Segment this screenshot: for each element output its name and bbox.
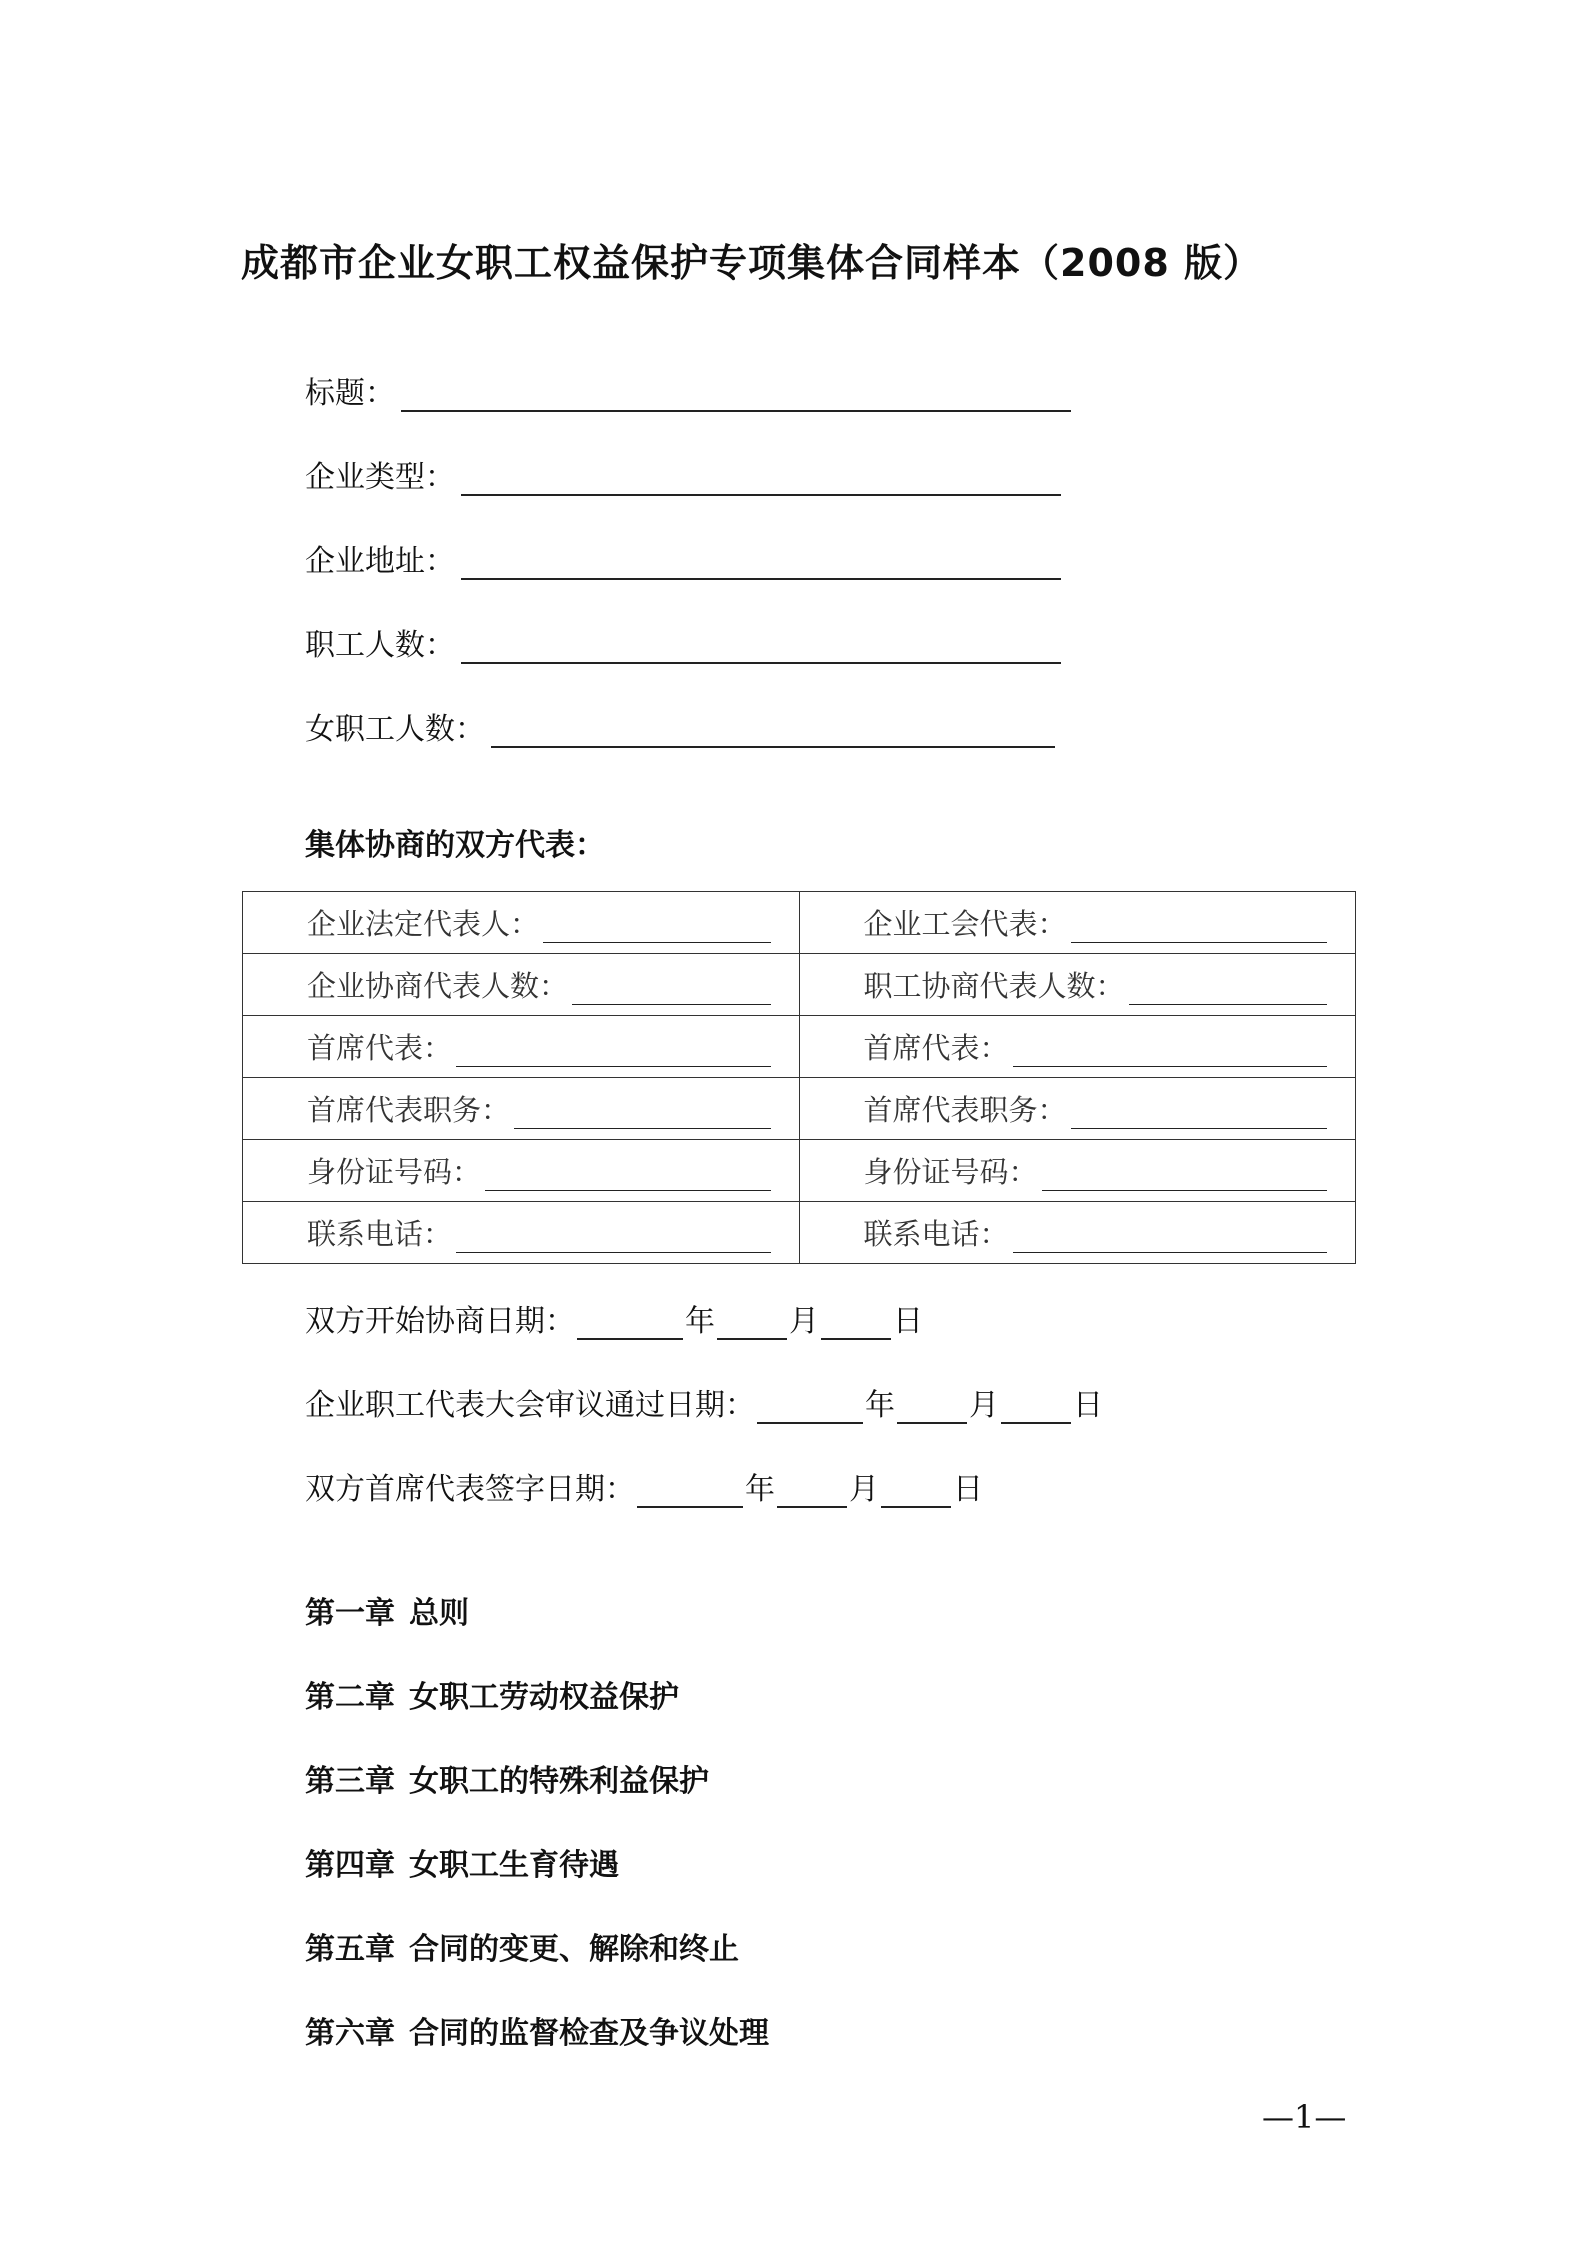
year-unit: 年 <box>865 1388 895 1423</box>
table-row <box>243 892 1356 954</box>
cell-label: 职工协商代表人数： <box>863 969 1125 1003</box>
chapter-heading <box>305 1924 739 1968</box>
year-unit: 年 <box>745 1472 775 1507</box>
blank-line <box>461 462 1061 496</box>
day-unit: 日 <box>1073 1388 1103 1423</box>
table-cell <box>799 1202 1356 1264</box>
blank-line <box>577 1308 683 1340</box>
cell-label: 企业工会代表： <box>863 907 1067 941</box>
blank-line <box>1042 1160 1327 1191</box>
table-cell <box>243 1140 800 1202</box>
cell-label: 企业协商代表人数： <box>307 969 569 1003</box>
cell-label: 联系电话： <box>863 1217 1009 1251</box>
date-label: 企业职工代表大会审议通过日期： <box>305 1388 755 1423</box>
table-cell <box>243 1078 800 1140</box>
chapter-number: 第一章 <box>305 1596 395 1631</box>
cell-label: 身份证号码： <box>863 1155 1038 1189</box>
month-unit: 月 <box>789 1304 819 1339</box>
blank-line <box>1001 1392 1071 1424</box>
table-cell <box>799 1016 1356 1078</box>
table-cell <box>243 1016 800 1078</box>
blank-line <box>821 1308 891 1340</box>
month-unit: 月 <box>849 1472 879 1507</box>
field-enterprise-type <box>305 452 1061 496</box>
field-label: 标题： <box>305 376 395 411</box>
cell-label: 首席代表： <box>863 1031 1009 1065</box>
table-cell <box>799 1078 1356 1140</box>
month-unit: 月 <box>969 1388 999 1423</box>
chapter-number: 第三章 <box>305 1764 395 1799</box>
document-title: 成都市企业女职工权益保护专项集体合同样本（2008 版） <box>241 241 1262 285</box>
cell-label: 身份证号码： <box>307 1155 482 1189</box>
blank-line <box>881 1476 951 1508</box>
blank-line <box>777 1476 847 1508</box>
blank-line <box>485 1160 770 1191</box>
blank-line <box>514 1098 770 1129</box>
blank-line <box>1129 974 1327 1005</box>
field-label: 企业地址： <box>305 544 455 579</box>
blank-line <box>456 1036 770 1067</box>
representatives-table <box>242 891 1356 1264</box>
blank-line <box>1013 1036 1327 1067</box>
cell-label: 联系电话： <box>307 1217 453 1251</box>
blank-line <box>757 1392 863 1424</box>
field-label: 女职工人数： <box>305 712 485 747</box>
blank-line <box>1071 912 1327 943</box>
chapter-number: 第四章 <box>305 1848 395 1883</box>
chapter-heading <box>305 1840 619 1884</box>
chapter-title: 总则 <box>409 1596 469 1631</box>
blank-line <box>637 1476 743 1508</box>
chapter-heading <box>305 2008 769 2052</box>
blank-line <box>897 1392 967 1424</box>
date-label: 双方首席代表签字日期： <box>305 1472 635 1507</box>
field-employee-count <box>305 620 1061 664</box>
blank-line <box>717 1308 787 1340</box>
representatives-heading: 集体协商的双方代表： <box>305 828 605 863</box>
field-label: 企业类型： <box>305 460 455 495</box>
chapter-title: 女职工生育待遇 <box>409 1848 619 1883</box>
table-cell <box>243 954 800 1016</box>
date-negotiation-start <box>305 1296 923 1340</box>
table-row <box>243 954 1356 1016</box>
chapter-title: 女职工的特殊利益保护 <box>409 1764 709 1799</box>
cell-label: 首席代表职务： <box>863 1093 1067 1127</box>
blank-line <box>1071 1098 1327 1129</box>
table-row <box>243 1140 1356 1202</box>
cell-label: 首席代表职务： <box>307 1093 511 1127</box>
chapter-title: 女职工劳动权益保护 <box>409 1680 679 1715</box>
field-title <box>305 368 1071 412</box>
blank-line <box>401 378 1071 412</box>
table-cell <box>799 1140 1356 1202</box>
chapter-title: 合同的监督检查及争议处理 <box>409 2016 769 2051</box>
chapter-title: 合同的变更、解除和终止 <box>409 1932 739 1967</box>
chapter-heading <box>305 1588 469 1632</box>
year-unit: 年 <box>685 1304 715 1339</box>
date-congress-approval <box>305 1380 1103 1424</box>
table-row <box>243 1202 1356 1264</box>
field-female-employee-count <box>305 704 1055 748</box>
blank-line <box>572 974 770 1005</box>
chapter-number: 第五章 <box>305 1932 395 1967</box>
table-cell <box>799 954 1356 1016</box>
chapter-number: 第六章 <box>305 2016 395 2051</box>
cell-label: 首席代表： <box>307 1031 453 1065</box>
table-row <box>243 1078 1356 1140</box>
blank-line <box>491 714 1055 748</box>
cell-label: 企业法定代表人： <box>307 907 540 941</box>
table-cell <box>243 892 800 954</box>
table-row <box>243 1016 1356 1078</box>
table-cell <box>243 1202 800 1264</box>
date-label: 双方开始协商日期： <box>305 1304 575 1339</box>
chapter-number: 第二章 <box>305 1680 395 1715</box>
chapter-heading <box>305 1756 709 1800</box>
table-cell <box>799 892 1356 954</box>
blank-line <box>456 1222 770 1253</box>
field-enterprise-address <box>305 536 1061 580</box>
field-label: 职工人数： <box>305 628 455 663</box>
page-number: —1— <box>1262 2098 1347 2136</box>
blank-line <box>1013 1222 1327 1253</box>
blank-line <box>461 630 1061 664</box>
day-unit: 日 <box>953 1472 983 1507</box>
chapter-heading <box>305 1672 679 1716</box>
day-unit: 日 <box>893 1304 923 1339</box>
blank-line <box>543 912 770 943</box>
date-signature <box>305 1464 983 1508</box>
blank-line <box>461 546 1061 580</box>
